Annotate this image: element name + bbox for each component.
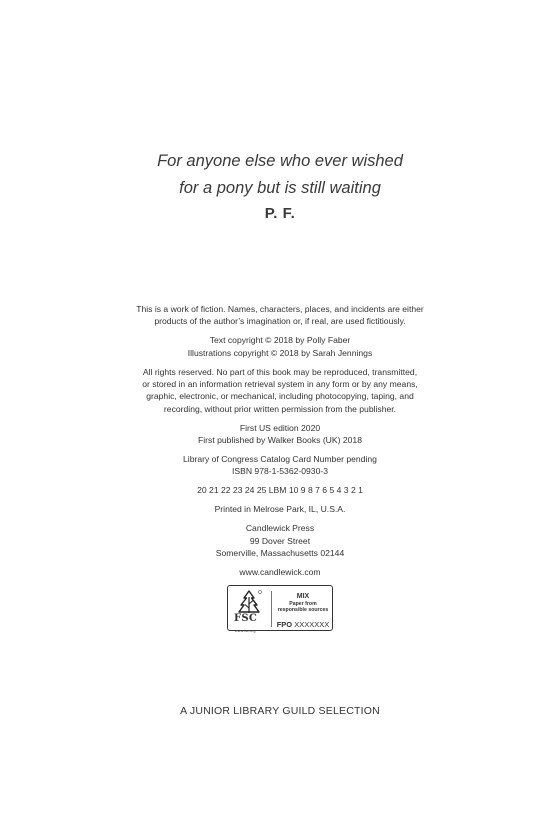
fsc-description [275,601,331,613]
dedication-line-2: for a pony but is still waiting [179,179,381,197]
fsc-code-value: XXXXXXX [294,619,330,629]
loc-number: Library of Congress Catalog Card Number pending [183,454,377,465]
copyright-notices [0,334,560,359]
dedication-line-1: For anyone else who ever wished [157,152,403,170]
junior-library-guild-selection: A JUNIOR LIBRARY GUILD SELECTION [180,705,380,717]
printed-location [0,503,560,515]
fsc-divider [271,591,272,627]
fsc-code [275,619,331,631]
printed-in: Printed in Melrose Park, IL, U.S.A. [214,504,346,515]
first-published: First published by Walker Books (UK) 2018 [198,435,362,446]
fsc-mix: MIX [296,592,310,600]
fsc-label [227,585,333,631]
fiction-notice-line: products of the author’s imagination or, if real, are used fictitiously. [154,316,406,327]
fsc-brand: FSC [234,612,258,624]
rights-line: graphic, electronic, or mechanical, including photocopying, taping, and [146,391,414,402]
text-copyright: Text copyright © 2018 by Polly Faber [209,335,351,346]
fsc-url: www.fsc.org [235,628,256,633]
edition-info [0,422,560,447]
rights-line: recording, without prior written permission from the publisher. [163,403,397,414]
fiction-notice-line: This is a work of fiction. Names, characters, places, and incidents are either [136,304,424,314]
publisher-street: 99 Dover Street [249,535,311,546]
publisher-city: Somerville, Massachusetts 02144 [215,548,345,558]
publisher-website: www.candlewick.com [239,566,321,577]
fiction-notice [0,303,560,328]
fsc-desc-line: responsible sources [277,606,329,613]
catalog-info [0,453,560,478]
isbn: ISBN 978-1-5362-0930-3 [231,466,329,477]
rights-line: or stored in an information retrieval system in any form or by any means, [142,379,418,390]
copyright-block [0,303,560,631]
fsc-desc-line: Paper from [289,600,317,607]
illustrations-copyright: Illustrations copyright © 2018 by Sarah Jennings [187,347,373,358]
dedication [0,148,560,222]
printing-line [0,484,560,496]
publisher-address [0,522,560,559]
rights-line: All rights reserved. No part of this book may be reproduced, transmitted, [142,366,418,377]
fsc-code-prefix: FPO [276,619,293,629]
fsc-tree-icon [235,589,263,615]
edition: First US edition 2020 [239,422,321,433]
rights-reserved [0,366,560,416]
dedication-initials: P. F. [264,205,296,222]
publisher-name: Candlewick Press [245,523,315,534]
printing-numbers: 20 21 22 23 24 25 LBM 10 9 8 7 6 5 4 3 2 1 [197,485,363,496]
website-block [0,566,560,578]
